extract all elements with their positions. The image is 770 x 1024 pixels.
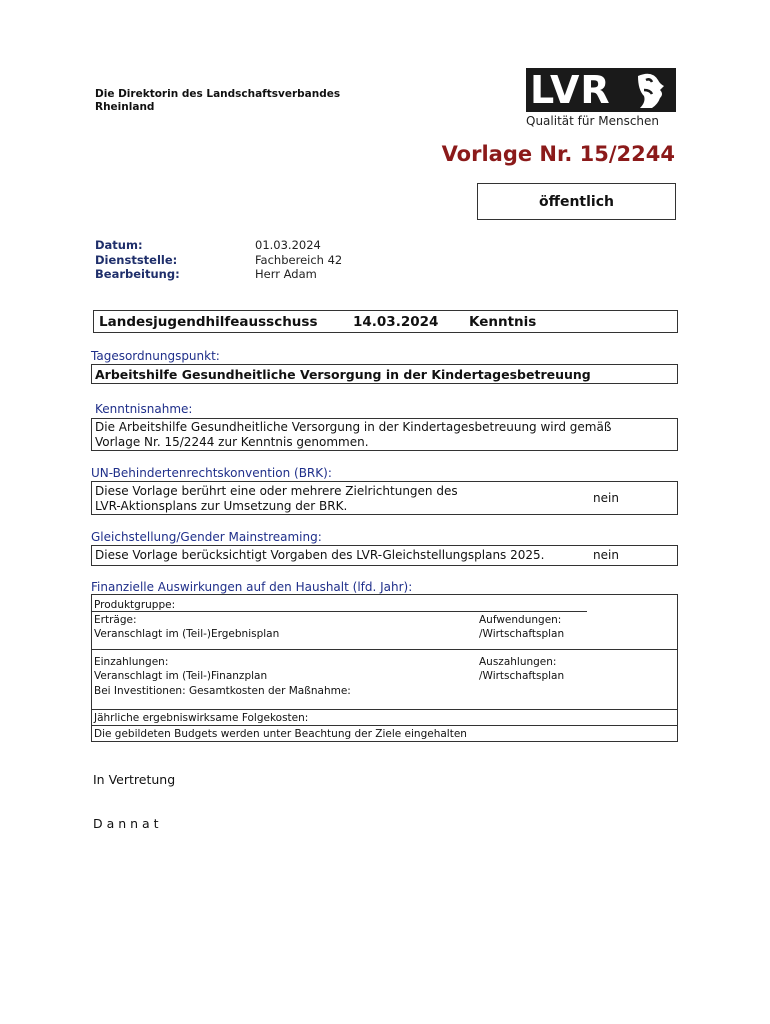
meta-labels — [95, 238, 180, 282]
brk-box — [91, 481, 678, 515]
vorlage-title: Vorlage Nr. 15/2244 — [441, 142, 675, 166]
beratung-row — [93, 310, 678, 333]
ergebnisplan: Veranschlagt im (Teil-)Ergebnisplan — [94, 628, 280, 640]
aufwendungen: Aufwendungen: — [479, 614, 562, 626]
datum-value: 01.03.2024 — [255, 238, 321, 252]
brk-line-1: Diese Vorlage berührt eine oder mehrere Zielrichtungen des — [95, 484, 458, 498]
bearbeitung-label: Bearbeitung: — [95, 267, 180, 281]
divider — [92, 611, 587, 612]
face-profile-icon — [630, 68, 674, 112]
divider — [92, 725, 677, 726]
beratungsart: Kenntnis — [469, 314, 537, 330]
dienststelle-label: Dienststelle: — [95, 252, 178, 267]
finanzplan: Veranschlagt im (Teil-)Finanzplan — [94, 670, 268, 682]
budgets: Die gebildeten Budgets werden unter Beachtung der Ziele eingehalten — [94, 728, 467, 740]
divider — [92, 709, 677, 710]
kenntnisnahme-label: Kenntnisnahme: — [95, 402, 193, 416]
gleichstellung-text: Diese Vorlage berücksichtigt Vorgaben des LVR-Gleichstellungsplans 2025. — [95, 548, 545, 562]
kenntnisnahme-line-1: Die Arbeitshilfe Gesundheitliche Versorgung in der Kindertagesbetreuung wird gemäß — [95, 420, 612, 434]
issuer-line-1: Die Direktorin des Landschaftsverbandes — [95, 88, 341, 100]
tagesordnung-label: Tagesordnungspunkt: — [91, 349, 220, 363]
lvr-logo — [526, 68, 678, 130]
datum-label: Datum: — [95, 238, 143, 252]
ertraege: Erträge: — [94, 614, 137, 626]
issuer-block — [95, 88, 375, 114]
gleichstellung-label: Gleichstellung/Gender Mainstreaming: — [91, 530, 322, 544]
bearbeitung-value: Herr Adam — [255, 267, 317, 281]
wirtschaftsplan-2: /Wirtschaftsplan — [479, 670, 565, 682]
vertretung: In Vertretung — [93, 772, 176, 787]
brk-value: nein — [593, 491, 619, 505]
folgekosten: Jährliche ergebniswirksame Folgekosten: — [94, 712, 309, 724]
logo-tagline: Qualität für Menschen — [526, 114, 660, 128]
brk-label: UN-Behindertenrechtskonvention (BRK): — [91, 466, 332, 480]
dienststelle-value: Fachbereich 42 — [255, 252, 343, 267]
einzahlungen: Einzahlungen: — [94, 656, 169, 668]
kenntnisnahme-box — [91, 418, 678, 451]
signer-name: D a n n a t — [93, 816, 159, 831]
tagesordnung-box — [91, 364, 678, 384]
auszahlungen: Auszahlungen: — [479, 656, 557, 668]
brk-line-2: LVR-Aktionsplans zur Umsetzung der BRK. — [95, 499, 348, 513]
investitionen: Bei Investitionen: Gesamtkosten der Maßnahme: — [94, 685, 351, 697]
gleichstellung-value: nein — [593, 548, 619, 562]
gremium: Landesjugendhilfeausschuss — [99, 314, 318, 330]
meta-values — [255, 238, 342, 282]
gleichstellung-box — [91, 545, 678, 566]
produktgruppe: Produktgruppe: — [94, 599, 176, 611]
kenntnisnahme-line-2: Vorlage Nr. 15/2244 zur Kenntnis genommen. — [95, 435, 369, 449]
divider — [92, 649, 677, 650]
issuer-line-2: Rheinland — [95, 101, 155, 113]
sitzungsdatum: 14.03.2024 — [353, 314, 439, 330]
logo-brand: LVR — [530, 68, 611, 112]
finanzen-table — [91, 594, 678, 742]
wirtschaftsplan-1: /Wirtschaftsplan — [479, 628, 565, 640]
logo-box — [526, 68, 676, 112]
tagesordnung-title: Arbeitshilfe Gesundheitliche Versorgung in der Kindertagesbetreuung — [95, 367, 591, 382]
finanzen-label: Finanzielle Auswirkungen auf den Haushalt (lfd. Jahr): — [91, 580, 413, 594]
status-badge: öffentlich — [477, 183, 676, 220]
